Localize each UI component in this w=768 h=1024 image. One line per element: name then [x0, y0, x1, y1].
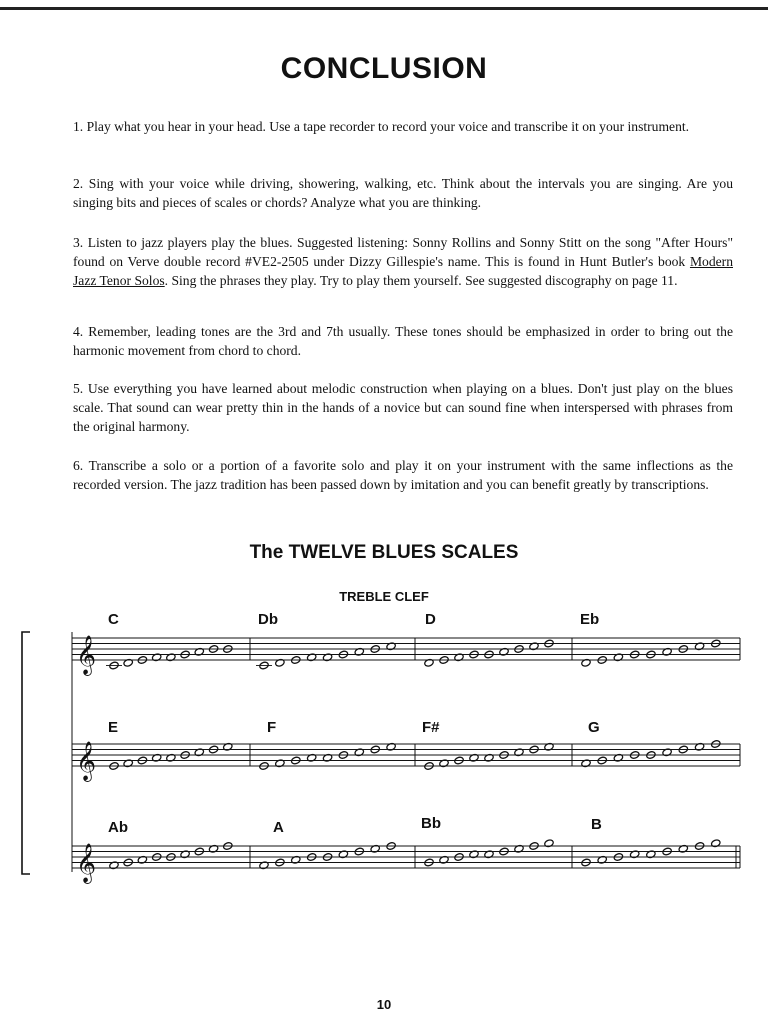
item-1: 1. Play what you hear in your head. Use a tape recorder to record your voice and transcribe it on your instrument.	[73, 119, 690, 134]
book-title: Modern Jazz Tenor Solos	[73, 254, 733, 288]
scale-label: A	[273, 819, 284, 836]
scale-label: C	[108, 611, 119, 628]
item-2: 2. Sing with your voice while driving, showering, walking, etc. Think about the intervals you are singing. Are you singing bits and pieces of scales or chords? Analyze what you are thinking.	[73, 176, 733, 210]
treble-clef-icon: 𝄞	[76, 635, 97, 675]
item-3-text: 3. Listen to jazz players play the blues. Suggested listening: Sonny Rollins and Sonny Stitt on the song "After Hours" found on Verve double record #VE2-2505 under Dizzy Gillespie's name. This is found in Hunt Butler's book	[73, 235, 733, 269]
section-title: The TWELVE BLUES SCALES	[249, 542, 519, 563]
scale-label: Ab	[108, 819, 128, 836]
page-title: CONCLUSION	[280, 52, 488, 85]
item-4: 4. Remember, leading tones are the 3rd and 7th usually. These tones should be emphasized in order to bring out the harmonic movement from chord to chord.	[73, 324, 733, 358]
clef-label: TREBLE CLEF	[339, 589, 429, 604]
scale-label: F#	[422, 719, 440, 736]
scale-label: Eb	[580, 611, 600, 628]
item-3-tail: . Sing the phrases they play. Try to play them yourself. See suggested discography on page 11.	[164, 273, 678, 288]
scale-label: Bb	[421, 815, 441, 832]
scale-label: F	[267, 719, 277, 736]
scale-label: E	[108, 719, 119, 736]
scale-label: D	[425, 611, 436, 628]
scale-label: Db	[258, 611, 278, 628]
system-bracket	[22, 632, 30, 874]
page-number: 10	[376, 997, 392, 1012]
item-6: 6. Transcribe a solo or a portion of a favorite solo and play it on your instrument with the same inflections as the recorded version. The jazz tradition has been passed down by imitation and you can benefit greatly by transcriptions.	[73, 458, 733, 492]
treble-clef-icon: 𝄞	[76, 741, 97, 781]
scale-label: G	[588, 719, 600, 736]
item-5: 5. Use everything you have learned about melodic construction when playing on a blues. Don't just play on the blues scale. That sound can wear pretty thin in the hands of a novice but can sound fine when interspersed with phrases from the original harmony.	[73, 381, 733, 434]
treble-clef-icon: 𝄞	[76, 843, 97, 883]
scale-label: B	[591, 816, 602, 833]
